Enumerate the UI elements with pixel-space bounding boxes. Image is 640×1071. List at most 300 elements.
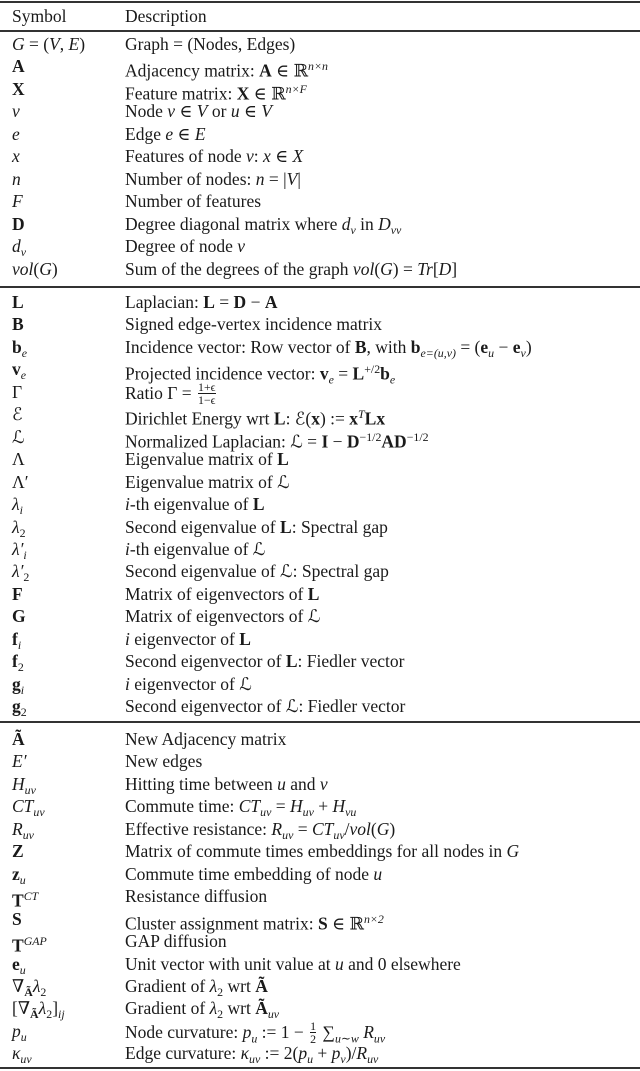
math-b: L (239, 628, 251, 649)
symbol-cell (12, 145, 20, 168)
math-i: λ′ (12, 561, 24, 582)
description-cell (125, 291, 277, 314)
math-subr: 2 (20, 705, 27, 720)
math-i: F (12, 191, 23, 212)
math-i: E′ (12, 751, 27, 772)
description-cell (125, 235, 245, 258)
table-row (0, 190, 640, 213)
math-i: u (373, 863, 383, 884)
math-i: x (12, 146, 20, 167)
math-sub: v (340, 1052, 346, 1067)
symbol-cell (12, 33, 85, 56)
math-b: X (12, 78, 25, 99)
math-sub: u (19, 962, 26, 977)
math-i: vol (352, 258, 375, 279)
text-segment: := 1 − (257, 1022, 309, 1042)
math-b: L (273, 408, 286, 429)
table-row (0, 426, 640, 452)
text-segment: Hitting time between (125, 773, 278, 794)
math-sub: u (19, 872, 26, 887)
math-sub: vu (345, 805, 357, 820)
text-segment: ) (525, 336, 532, 357)
math-b: S (12, 908, 22, 929)
description-cell (125, 650, 404, 673)
math-i: d (12, 236, 21, 257)
text-segment: Adjacency matrix: (125, 60, 260, 81)
math-i: E (194, 123, 206, 144)
math-sub: u (307, 1052, 314, 1067)
symbol-cell (12, 605, 26, 628)
text-segment: Cluster assignment matrix: (125, 913, 318, 934)
text-segment: = (333, 363, 353, 384)
text-segment: Node (125, 101, 168, 122)
math-i: κ (240, 1043, 250, 1064)
text-segment: Second eigenvalue of (125, 516, 281, 537)
math-i: e (165, 123, 174, 144)
math-b: L (285, 651, 298, 672)
description-cell (125, 33, 295, 56)
numerator: 1 (310, 1018, 317, 1033)
math-i: CT (12, 796, 34, 817)
math-i: i (125, 628, 130, 649)
math-i: H (12, 773, 25, 794)
math-sub: v (350, 222, 356, 237)
math-b: Ã (255, 998, 268, 1019)
text-segment: eigenvector of (129, 628, 240, 649)
math-i: D (378, 213, 391, 234)
math-b: X (236, 83, 250, 104)
table-row (0, 145, 640, 168)
math-sub: i (23, 548, 27, 563)
table-row (0, 885, 640, 911)
table-row (0, 840, 640, 863)
math-sup: T (358, 407, 365, 422)
math-sub: uv (333, 827, 345, 842)
text-segment: Edge curvature: (125, 1043, 241, 1064)
text-segment: Resistance diffusion (125, 886, 268, 907)
text-segment: Normalized Laplacian: ℒ = (125, 431, 322, 452)
header-symbol: Symbol (12, 6, 67, 26)
text-segment: -th eigenvalue of (129, 494, 253, 515)
text-segment: New Adjacency matrix (125, 729, 287, 749)
math-b: g (12, 696, 21, 717)
text-segment: Features of node (125, 146, 247, 167)
text-segment: − (328, 431, 347, 452)
symbol-cell (12, 55, 25, 78)
text-segment: Eigenvalue matrix of ℒ (125, 471, 290, 492)
text-segment: Projected incidence vector: (125, 363, 320, 384)
math-b: v (12, 359, 21, 380)
math-sub: u (251, 1031, 258, 1046)
symbol-cell (12, 213, 25, 236)
math-sub: v (20, 245, 27, 260)
math-sup: n×n (308, 59, 328, 74)
text-segment: Degree diagonal matrix where (125, 213, 342, 234)
math-i: V (196, 101, 208, 122)
text-segment: -th eigenvalue of ℒ (129, 538, 266, 559)
math-sup: GAP (23, 934, 47, 949)
math-b: e (12, 953, 20, 974)
header-rule (0, 30, 640, 32)
text-segment: Graph = (Nodes, Edges) (125, 34, 296, 54)
symbol-cell (12, 168, 21, 191)
table-row (0, 908, 640, 934)
math-supr: +/2 (364, 362, 381, 377)
description-cell (125, 583, 319, 606)
math-i: λ (12, 516, 20, 537)
math-b: x (311, 408, 320, 429)
table-row (0, 863, 640, 886)
math-i: λ′ (12, 538, 24, 559)
table-row (0, 313, 640, 336)
math-i: V (261, 101, 272, 122)
text-segment: Feature matrix: (125, 83, 237, 104)
math-subr: 2 (23, 570, 30, 585)
math-i: p (242, 1022, 252, 1042)
math-supr: −1/2 (406, 429, 429, 444)
top-rule (0, 1, 640, 3)
math-b: T (12, 935, 24, 956)
table-row (0, 975, 640, 998)
math-i: V (286, 168, 298, 189)
table-row (0, 818, 640, 841)
math-subr: 2 (40, 985, 47, 1000)
math-sub: i (17, 637, 22, 652)
text-segment: Gradient of (125, 998, 210, 1019)
text-segment: ( (370, 818, 377, 839)
math-i: D (438, 258, 452, 279)
table-row (0, 1018, 640, 1047)
symbol-cell (12, 471, 29, 494)
symbol-cell (12, 313, 24, 336)
symbol-cell (12, 750, 27, 773)
symbol-cell (12, 1042, 32, 1071)
table-row (0, 560, 640, 583)
text-segment: ∈ (175, 101, 197, 122)
text-segment: Matrix of eigenvectors of (125, 583, 308, 604)
description-cell (125, 1042, 378, 1071)
symbol-cell (12, 78, 25, 101)
math-sup: n×2 (363, 911, 384, 926)
text-segment: : Spectral gap (291, 516, 388, 537)
math-b: A (12, 56, 25, 77)
math-b: L (277, 449, 289, 470)
text-segment: in (355, 213, 379, 234)
math-i: p (331, 1043, 341, 1064)
text-segment: : (253, 146, 264, 167)
math-i: u (230, 101, 240, 122)
text-segment: = (271, 796, 291, 817)
description-cell (125, 628, 251, 651)
text-segment: − (246, 292, 265, 312)
math-b: L (203, 292, 215, 312)
math-subr: 2 (17, 660, 24, 675)
text-segment: or (207, 101, 231, 122)
text-segment: ℒ (12, 426, 25, 447)
math-i: d (341, 213, 351, 234)
math-i: R (271, 818, 283, 839)
math-sub: uv (22, 827, 34, 842)
text-segment: Ratio Γ = (125, 382, 197, 403)
math-i: p (12, 1020, 21, 1041)
math-i: R (12, 818, 23, 839)
math-b: Ã (255, 975, 268, 996)
table-row (0, 930, 640, 956)
description-cell (125, 773, 328, 796)
symbol-cell (12, 100, 20, 123)
math-b: F (12, 583, 23, 604)
text-segment: ∈ ℝ (271, 60, 309, 81)
text-segment: + (313, 1043, 332, 1064)
text-segment: and (285, 773, 320, 794)
math-b: G (12, 606, 26, 627)
math-i: G (39, 258, 52, 279)
table-row (0, 168, 640, 191)
section-rule (0, 721, 640, 723)
math-i: E (68, 34, 80, 54)
math-sub: uv (260, 805, 272, 820)
text-segment: Laplacian: (125, 292, 204, 312)
text-segment: Matrix of eigenvectors of ℒ (125, 606, 321, 627)
table-row (0, 55, 640, 81)
description-cell (125, 516, 388, 539)
math-i: v (167, 101, 176, 122)
math-b: L (280, 516, 292, 537)
table-row (0, 628, 640, 651)
text-segment: ℰ (12, 404, 23, 425)
math-b: D (233, 292, 247, 312)
text-segment: ) = (392, 258, 418, 279)
table-row (0, 728, 640, 751)
math-sub: vv (390, 222, 402, 237)
math-sub: uv (367, 1052, 379, 1067)
description-cell (125, 448, 289, 471)
text-segment: Effective resistance: (125, 818, 272, 839)
math-b: I (321, 431, 329, 452)
math-b: Lx (364, 408, 386, 429)
table-row (0, 673, 640, 696)
math-b: L (307, 583, 320, 604)
text-segment: = (293, 818, 312, 839)
table-row (0, 33, 640, 56)
text-segment: ∈ (173, 123, 195, 144)
text-segment: Commute time: (125, 796, 239, 817)
description-cell (125, 885, 267, 908)
text-segment: GAP diffusion (125, 931, 227, 952)
description-cell (125, 863, 382, 886)
description-cell (125, 605, 320, 628)
header-description: Description (125, 6, 207, 26)
text-segment: Second eigenvector of (125, 651, 286, 672)
math-b: f (12, 628, 18, 649)
text-segment: ∇ (12, 975, 25, 996)
numerator: 1+ϵ (198, 379, 216, 394)
description-cell (125, 145, 303, 168)
math-sub: ij (58, 1007, 65, 1022)
math-b: e (512, 336, 521, 357)
math-sup: CT (23, 889, 39, 904)
description-cell (125, 840, 519, 863)
text-segment: Λ′ (12, 471, 29, 492)
text-segment: , with (366, 336, 411, 357)
math-b: L (252, 494, 265, 515)
symbol-cell (12, 123, 20, 146)
table-row (0, 471, 640, 494)
text-segment: )/ (345, 1043, 357, 1064)
text-segment: = (214, 292, 234, 312)
description-cell (125, 168, 301, 191)
math-sub: uv (24, 783, 36, 798)
text-segment: [ (432, 258, 439, 279)
description-cell (125, 930, 227, 953)
math-b: Z (12, 841, 24, 862)
math-i: V (49, 34, 60, 54)
text-segment: Second eigenvalue of ℒ: Spectral gap (125, 561, 389, 582)
math-b: S (317, 913, 328, 934)
math-i: G (12, 34, 25, 54)
text-segment: ) := (319, 408, 350, 429)
math-b: b (410, 336, 421, 357)
text-segment: Gradient of (125, 975, 210, 996)
symbol-cell (12, 583, 23, 606)
text-segment: ) (51, 258, 58, 279)
math-i: CT (238, 796, 261, 817)
text-segment: ∈ (239, 101, 262, 122)
math-sub: e (20, 368, 27, 383)
table-row (0, 448, 640, 471)
text-segment: : Fiedler vector (297, 651, 405, 672)
math-i: v (319, 773, 328, 794)
text-segment: ∑ (318, 1022, 335, 1042)
description-cell (125, 258, 457, 281)
math-sub: i (20, 682, 25, 697)
math-b: D (12, 213, 25, 234)
math-i: X (292, 146, 304, 167)
math-sub: u (20, 1030, 27, 1044)
section-rule (0, 286, 640, 288)
symbol-cell (12, 840, 24, 863)
text-segment: ∈ ℝ (327, 913, 364, 934)
math-i: vol (349, 818, 371, 839)
text-segment: = | (264, 168, 287, 189)
math-b: B (12, 314, 24, 335)
text-segment: − (494, 336, 513, 357)
math-subb: Ã (24, 985, 33, 1000)
text-segment: wrt (223, 975, 256, 996)
text-segment: Signed edge-vertex incidence matrix (125, 314, 383, 335)
text-segment: ∈ ℝ (249, 83, 286, 104)
table-row (0, 235, 640, 258)
math-b: b (12, 336, 22, 357)
description-cell (125, 313, 382, 336)
description-cell (125, 471, 290, 494)
text-segment: Sum of the degrees of the graph (125, 258, 353, 279)
text-segment: = ( (455, 336, 481, 357)
math-sub: u (488, 346, 495, 361)
math-sub: e (389, 373, 396, 388)
description-cell (125, 100, 272, 123)
table-row (0, 773, 640, 796)
math-i: u (334, 953, 344, 974)
math-b: x (349, 408, 359, 429)
description-cell (125, 673, 252, 696)
text-segment: Number of features (125, 191, 262, 212)
math-i: Tr (417, 258, 433, 279)
math-b: e (480, 336, 489, 357)
math-sub: v (520, 346, 526, 361)
math-sub: uv (373, 1031, 386, 1046)
math-i: H (290, 796, 303, 817)
math-b: f (12, 651, 18, 672)
math-subb: Ã (30, 1007, 39, 1022)
math-b: L (12, 292, 24, 312)
text-segment: Commute time embedding of node (125, 863, 374, 884)
math-b: z (12, 863, 20, 884)
math-subr: 2 (46, 1007, 53, 1022)
math-i: x (263, 146, 271, 167)
text-segment: Matrix of commute times embeddings for all nodes in (125, 841, 507, 862)
math-sub: uv (20, 1052, 32, 1067)
description-cell (125, 493, 265, 516)
math-b: b (380, 363, 390, 384)
math-sub: uv (302, 805, 314, 820)
symbol-cell (12, 190, 23, 213)
text-segment: + (313, 796, 333, 817)
text-segment: : ℰ( (285, 408, 312, 429)
table-row (0, 695, 640, 718)
text-segment: Dirichlet Energy wrt (125, 408, 274, 429)
table-row (0, 997, 640, 1020)
math-b: A (264, 292, 278, 312)
text-segment: | (297, 168, 301, 189)
text-segment: Unit vector with unit value at (125, 953, 335, 974)
table-row (0, 650, 640, 673)
math-i: κ (12, 1043, 21, 1064)
text-segment: Degree of node (125, 236, 238, 257)
table-row (0, 750, 640, 773)
table-row (0, 403, 640, 429)
math-i: v (12, 101, 20, 122)
description-cell (125, 695, 405, 718)
text-segment: Eigenvalue matrix of (125, 449, 278, 470)
math-i: λ (38, 998, 47, 1019)
math-b: D (346, 431, 360, 452)
math-i: λ (209, 998, 218, 1019)
text-segment: ( (33, 258, 40, 279)
table-row (0, 379, 640, 408)
text-segment: Γ (12, 381, 23, 402)
math-i: e (12, 123, 20, 144)
math-i: n (12, 168, 21, 189)
text-segment: Incidence vector: Row vector of (125, 336, 355, 357)
symbol-cell (12, 258, 58, 281)
math-sub: uv (267, 1007, 280, 1022)
math-b: T (12, 890, 24, 911)
table-row (0, 795, 640, 818)
math-i: H (332, 796, 346, 817)
table-row (0, 258, 640, 281)
math-i: i (125, 538, 130, 559)
math-sub: u∼w (334, 1031, 359, 1046)
math-sub: e=(u,v) (420, 346, 456, 361)
denominator: 2 (310, 1032, 317, 1047)
math-i: n (255, 168, 265, 189)
description-cell (125, 560, 389, 583)
denominator: 1−ϵ (198, 393, 216, 408)
table-row (0, 605, 640, 628)
table-row (0, 291, 640, 314)
table-row (0, 493, 640, 516)
